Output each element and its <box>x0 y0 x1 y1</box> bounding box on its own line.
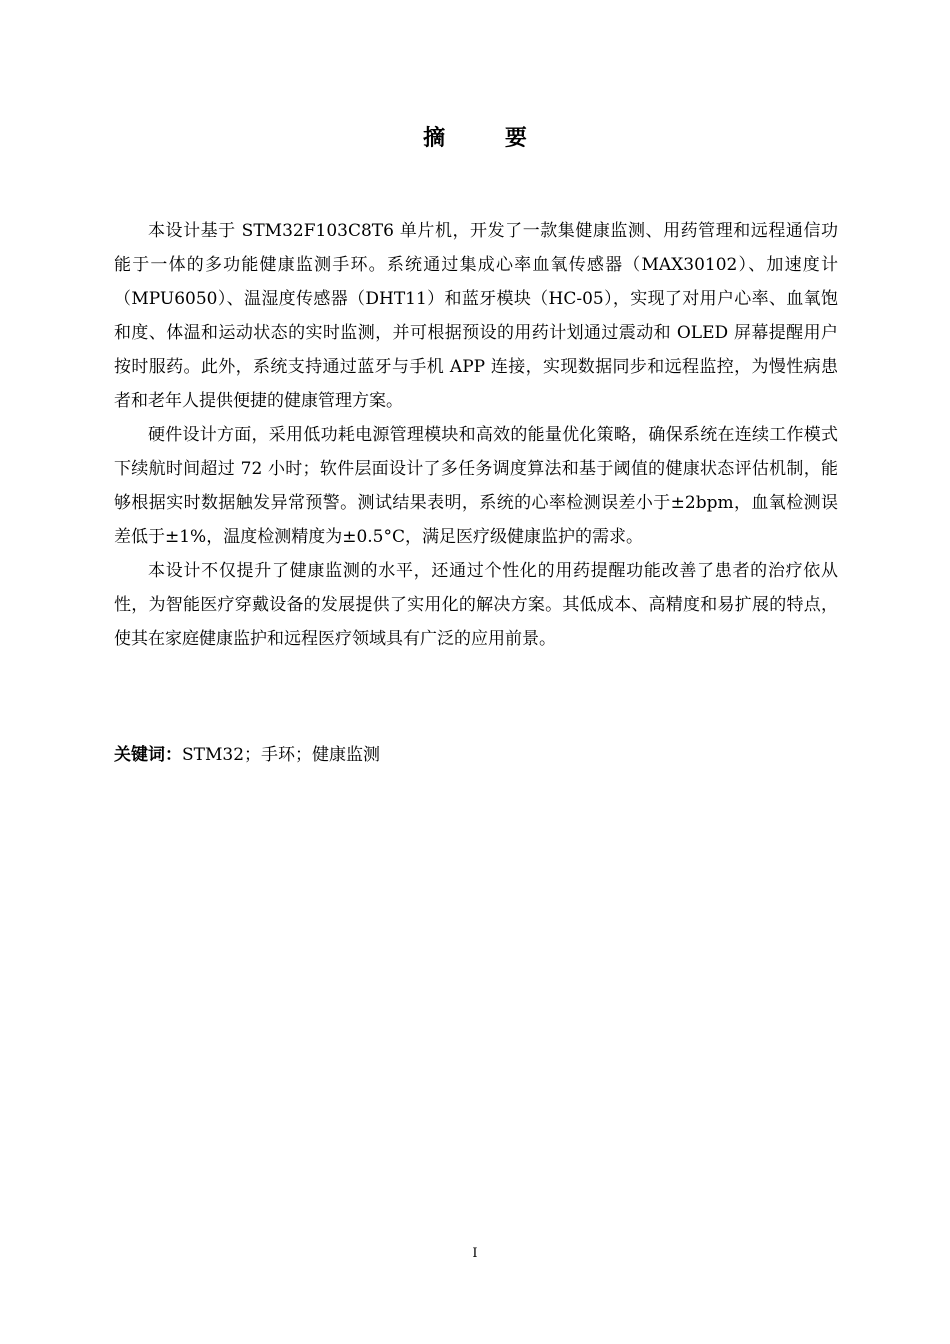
abstract-paragraph-3: 本设计不仅提升了健康监测的水平，还通过个性化的用药提醒功能改善了患者的治疗依从性，为智能医疗穿戴设备的发展提供了实用化的解决方案。其低成本、高精度和易扩展的特点，使其在家庭健康监护和远程医疗领域具有广泛的应用前景。 <box>114 561 838 649</box>
abstract-body <box>114 214 838 656</box>
keywords-line <box>114 738 838 772</box>
keywords-label: 关键词： <box>114 745 182 765</box>
abstract-paragraph-2: 硬件设计方面，采用低功耗电源管理模块和高效的能量优化策略，确保系统在连续工作模式下续航时间超过 72 小时；软件层面设计了多任务调度算法和基于阈值的健康状态评估机制，能够根据实时数据触发异常预警。测试结果表明，系统的心率检测误差小于±2bpm，血氧检测误差低于±1%，温度检测精度为±0.5°C，满足医疗级健康监护的需求。 <box>114 425 838 547</box>
keywords-value: STM32；手环；健康监测 <box>182 745 381 765</box>
abstract-paragraph-1: 本设计基于 STM32F103C8T6 单片机，开发了一款集健康监测、用药管理和远程通信功能于一体的多功能健康监测手环。系统通过集成心率血氧传感器（MAX30102）、加速度计（MPU6050）、温湿度传感器（DHT11）和蓝牙模块（HC-05），实现了对用户心率、血氧饱和度、体温和运动状态的实时监测，并可根据预设的用药计划通过震动和 OLED 屏幕提醒用户按时服药。此外，系统支持通过蓝牙与手机 APP 连接，实现数据同步和远程监控，为慢性病患者和老年人提供便捷的健康管理方案。 <box>114 221 838 411</box>
page-title: 摘 要 <box>423 125 553 151</box>
page-number: I <box>472 1246 478 1261</box>
